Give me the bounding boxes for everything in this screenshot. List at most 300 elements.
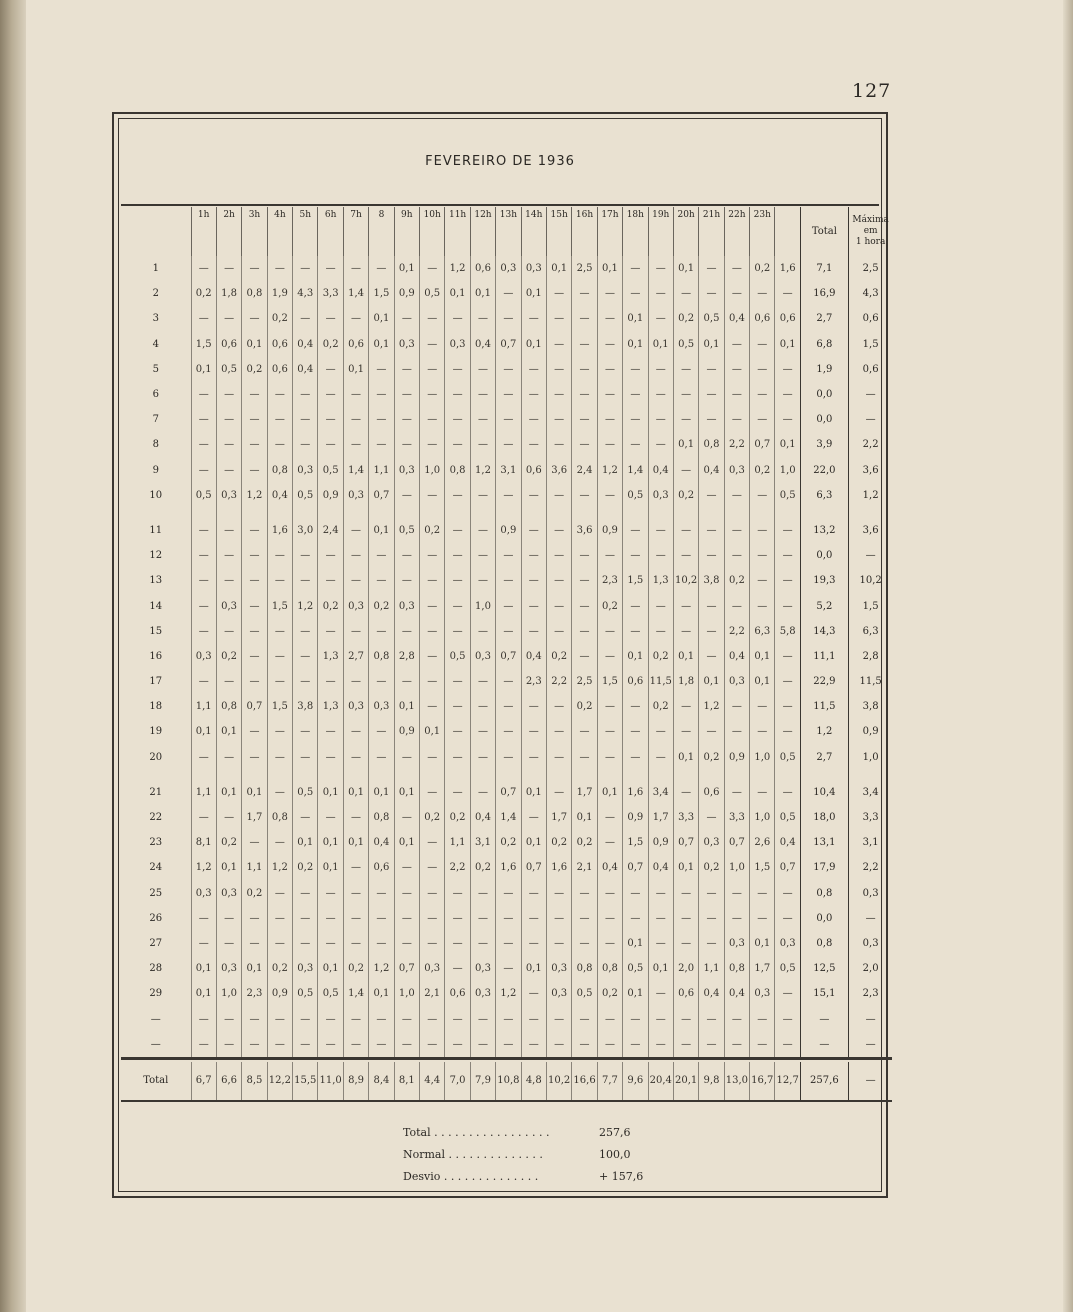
hour-value: — xyxy=(470,543,495,568)
hour-value: — xyxy=(546,332,571,357)
hour-value: — xyxy=(724,719,749,744)
hour-value: 0,5 xyxy=(572,981,597,1006)
hour-value: — xyxy=(445,518,470,543)
hour-value: 0,4 xyxy=(648,855,673,880)
hour-value: — xyxy=(572,357,597,382)
hour-value: — xyxy=(343,543,368,568)
table-row xyxy=(121,407,892,432)
hour-value: 0,6 xyxy=(750,306,775,331)
hour-value: 0,5 xyxy=(216,357,241,382)
table-row xyxy=(121,805,892,830)
hour-value: — xyxy=(369,357,394,382)
hour-value: — xyxy=(267,382,292,407)
day-label: 6 xyxy=(152,389,159,401)
hour-value: — xyxy=(496,881,521,906)
spacer-cell xyxy=(724,508,749,518)
hour-value: — xyxy=(572,281,597,306)
hour-total: 8,5 xyxy=(242,1062,267,1101)
hour-total: 10,2 xyxy=(546,1062,571,1101)
spacer-cell xyxy=(267,770,292,780)
hour-value: — xyxy=(775,644,800,669)
spacer-cell xyxy=(623,508,648,518)
hour-value: 0,8 xyxy=(267,805,292,830)
hour-total: 8,1 xyxy=(394,1062,419,1101)
hour-value: 0,5 xyxy=(318,458,343,483)
hour-value: — xyxy=(521,981,546,1006)
hour-value: — xyxy=(420,593,445,618)
hour-value: — xyxy=(343,407,368,432)
hour-value: — xyxy=(394,619,419,644)
hour-value: — xyxy=(216,432,241,457)
hour-value: — xyxy=(216,306,241,331)
hour-value: 0,5 xyxy=(775,956,800,981)
hour-value: — xyxy=(242,568,267,593)
hour-value: — xyxy=(750,332,775,357)
hour-value: — xyxy=(369,745,394,770)
hour-value: — xyxy=(242,1006,267,1031)
hour-value: 0,1 xyxy=(343,780,368,805)
hour-value: — xyxy=(343,881,368,906)
hour-value: — xyxy=(343,432,368,457)
hour-value: — xyxy=(318,407,343,432)
hour-value: — xyxy=(546,432,571,457)
hour-value: — xyxy=(597,719,622,744)
hour-value: 0,4 xyxy=(293,332,318,357)
hour-value: 0,1 xyxy=(623,931,648,956)
hour-value: — xyxy=(420,256,445,281)
summary-label: Total . . . . . . . . . . . . . . . . . xyxy=(403,1126,550,1139)
hour-value: 0,3 xyxy=(191,644,216,669)
hour-value: — xyxy=(191,518,216,543)
hour-value: — xyxy=(191,906,216,931)
hour-value: — xyxy=(318,931,343,956)
hour-value: — xyxy=(420,407,445,432)
hour-value: — xyxy=(775,407,800,432)
table-row xyxy=(121,458,892,483)
hour-value: 1,1 xyxy=(369,458,394,483)
hour-value: 0,9 xyxy=(724,745,749,770)
hour-value: 0,2 xyxy=(267,306,292,331)
table-row xyxy=(121,1032,892,1059)
hour-value: 0,7 xyxy=(521,855,546,880)
hour-value: — xyxy=(623,1032,648,1059)
hour-value: — xyxy=(572,407,597,432)
hour-value: — xyxy=(420,855,445,880)
table-row xyxy=(121,780,892,805)
hour-value: — xyxy=(648,1006,673,1031)
totals-row xyxy=(121,1062,892,1101)
hour-value: — xyxy=(445,745,470,770)
hour-value: — xyxy=(572,432,597,457)
hour-value: 0,1 xyxy=(673,644,698,669)
hour-value: 0,1 xyxy=(369,306,394,331)
hour-value: 1,6 xyxy=(496,855,521,880)
hour-value: 0,7 xyxy=(724,830,749,855)
hour-value: 0,2 xyxy=(546,830,571,855)
hour-value: — xyxy=(293,1032,318,1059)
hour-value: — xyxy=(648,407,673,432)
daily-max: 3,6 xyxy=(848,458,892,483)
hour-value: — xyxy=(724,483,749,508)
table-row xyxy=(121,382,892,407)
hour-value: 0,3 xyxy=(496,256,521,281)
hour-value: — xyxy=(242,382,267,407)
hour-value: — xyxy=(699,1032,724,1059)
hour-value: — xyxy=(623,382,648,407)
hour-value: — xyxy=(521,906,546,931)
hour-value: — xyxy=(775,906,800,931)
hour-value: — xyxy=(572,745,597,770)
spacer-cell xyxy=(293,508,318,518)
hour-value: 0,3 xyxy=(394,593,419,618)
hour-value: — xyxy=(724,694,749,719)
hour-value: — xyxy=(648,593,673,618)
hour-value: — xyxy=(216,568,241,593)
daily-max: — xyxy=(848,382,892,407)
daily-total: 13,1 xyxy=(800,830,848,855)
hour-value: — xyxy=(623,745,648,770)
hour-value: 0,1 xyxy=(470,281,495,306)
hour-value: 0,2 xyxy=(242,357,267,382)
header-hour-1: 1h xyxy=(191,207,216,256)
hour-value: — xyxy=(191,407,216,432)
daily-max: 4,3 xyxy=(848,281,892,306)
hour-value: — xyxy=(267,669,292,694)
hour-value: 0,1 xyxy=(572,805,597,830)
hour-value: 0,1 xyxy=(191,981,216,1006)
hour-value: 0,3 xyxy=(216,881,241,906)
spacer-cell xyxy=(699,770,724,780)
hour-value: — xyxy=(699,483,724,508)
hour-value: — xyxy=(267,931,292,956)
hour-value: 0,6 xyxy=(699,780,724,805)
hour-value: — xyxy=(572,881,597,906)
hour-value: 0,2 xyxy=(191,281,216,306)
spacer-cell xyxy=(191,770,216,780)
hour-value: — xyxy=(597,881,622,906)
hour-value: 1,5 xyxy=(623,568,648,593)
hour-value: — xyxy=(267,256,292,281)
hour-value: 0,5 xyxy=(394,518,419,543)
hour-value: — xyxy=(343,906,368,931)
hour-value: 0,3 xyxy=(699,830,724,855)
hour-value: — xyxy=(369,382,394,407)
hour-value: 0,8 xyxy=(572,956,597,981)
hour-value: — xyxy=(724,593,749,618)
hour-value: 0,5 xyxy=(673,332,698,357)
hour-value: — xyxy=(343,256,368,281)
hour-value: 0,2 xyxy=(470,855,495,880)
hour-value: 3,8 xyxy=(699,568,724,593)
spacer-cell xyxy=(750,508,775,518)
day-label: 23 xyxy=(149,837,163,849)
hour-value: 0,3 xyxy=(293,956,318,981)
hour-value: — xyxy=(673,619,698,644)
hour-value: — xyxy=(648,432,673,457)
hour-value: — xyxy=(318,881,343,906)
day-label: 26 xyxy=(149,912,163,924)
hour-value: — xyxy=(191,1032,216,1059)
hour-value: — xyxy=(318,1006,343,1031)
hour-value: — xyxy=(293,1006,318,1031)
day-label: 28 xyxy=(149,963,163,975)
daily-max: 0,3 xyxy=(848,931,892,956)
day-label: 8 xyxy=(152,439,159,451)
hour-value: 6,3 xyxy=(750,619,775,644)
hour-value: 0,1 xyxy=(445,281,470,306)
hour-value: 0,1 xyxy=(343,830,368,855)
hour-value: — xyxy=(673,780,698,805)
daily-max: 11,5 xyxy=(848,669,892,694)
hour-value: — xyxy=(775,593,800,618)
hour-value: — xyxy=(648,906,673,931)
hour-value: 0,7 xyxy=(623,855,648,880)
daily-total: 22,9 xyxy=(800,669,848,694)
day-label: 9 xyxy=(152,464,159,476)
hour-value: — xyxy=(343,805,368,830)
hour-value: — xyxy=(699,357,724,382)
daily-total: 0,0 xyxy=(800,407,848,432)
header-hour-22: 22h xyxy=(724,207,749,256)
hour-value: — xyxy=(724,357,749,382)
hour-value: — xyxy=(369,407,394,432)
table-row xyxy=(121,719,892,744)
table-frame-inner xyxy=(118,118,889,1192)
hour-total: 8,9 xyxy=(343,1062,368,1101)
daily-max: 0,6 xyxy=(848,357,892,382)
hour-value: — xyxy=(470,931,495,956)
hour-value: — xyxy=(623,694,648,719)
day-label: 7 xyxy=(152,414,159,426)
hour-value: — xyxy=(623,906,648,931)
hour-value: — xyxy=(293,805,318,830)
daily-total: 0,8 xyxy=(800,881,848,906)
hour-value: — xyxy=(546,780,571,805)
daily-total: 22,0 xyxy=(800,458,848,483)
page-binding-edge xyxy=(0,0,26,1312)
spacer-cell xyxy=(597,508,622,518)
hour-total: 20,1 xyxy=(673,1062,698,1101)
hour-value: 5,8 xyxy=(775,619,800,644)
hour-value: 1,2 xyxy=(242,483,267,508)
table-row xyxy=(121,543,892,568)
spacer-cell xyxy=(623,770,648,780)
hour-value: — xyxy=(267,1032,292,1059)
hour-value: — xyxy=(724,518,749,543)
hour-value: 0,6 xyxy=(369,855,394,880)
hour-value: — xyxy=(318,306,343,331)
hour-value: 0,1 xyxy=(623,332,648,357)
hour-value: 0,6 xyxy=(470,256,495,281)
hour-value: 0,9 xyxy=(623,805,648,830)
daily-max: — xyxy=(848,1032,892,1059)
hour-value: — xyxy=(750,694,775,719)
hour-value: — xyxy=(420,357,445,382)
hour-value: — xyxy=(597,332,622,357)
hour-total: 15,5 xyxy=(293,1062,318,1101)
hour-value: 0,6 xyxy=(267,357,292,382)
hour-value: — xyxy=(318,357,343,382)
hour-value: 3,6 xyxy=(546,458,571,483)
hour-value: — xyxy=(724,543,749,568)
daily-total: 11,1 xyxy=(800,644,848,669)
hour-value: 0,1 xyxy=(750,931,775,956)
hour-value: — xyxy=(521,1032,546,1059)
table-row xyxy=(121,332,892,357)
day-label: 10 xyxy=(149,489,163,501)
hour-value: 3,3 xyxy=(318,281,343,306)
spacer-cell xyxy=(242,770,267,780)
hour-value: — xyxy=(648,543,673,568)
hour-value: — xyxy=(293,432,318,457)
row-spacer xyxy=(121,770,892,780)
hour-value: — xyxy=(216,745,241,770)
hour-value: 1,4 xyxy=(343,281,368,306)
hour-value: 1,0 xyxy=(420,458,445,483)
hour-value: 1,2 xyxy=(191,855,216,880)
hour-value: — xyxy=(318,669,343,694)
row-spacer xyxy=(121,508,892,518)
hour-value: 0,7 xyxy=(496,780,521,805)
hour-value: — xyxy=(293,382,318,407)
hour-value: 0,9 xyxy=(597,518,622,543)
hour-value: — xyxy=(496,931,521,956)
hour-value: — xyxy=(191,1006,216,1031)
hour-value: 0,6 xyxy=(445,981,470,1006)
hour-value: — xyxy=(546,518,571,543)
hour-value: — xyxy=(394,745,419,770)
hour-value: — xyxy=(191,458,216,483)
table-row xyxy=(121,593,892,618)
hour-value: — xyxy=(648,981,673,1006)
hour-value: 0,2 xyxy=(445,805,470,830)
hour-value: 0,5 xyxy=(445,644,470,669)
hour-value: 2,2 xyxy=(546,669,571,694)
daily-total: 17,9 xyxy=(800,855,848,880)
hour-value: — xyxy=(673,694,698,719)
hour-value: 0,6 xyxy=(216,332,241,357)
hour-value: — xyxy=(597,281,622,306)
hour-value: — xyxy=(470,432,495,457)
hour-value: — xyxy=(775,1032,800,1059)
hour-value: — xyxy=(673,906,698,931)
hour-value: — xyxy=(775,543,800,568)
spacer-cell xyxy=(648,770,673,780)
hour-value: — xyxy=(597,407,622,432)
hour-value: — xyxy=(445,593,470,618)
hour-value: 0,1 xyxy=(623,306,648,331)
hour-value: 0,8 xyxy=(369,644,394,669)
hour-value: — xyxy=(597,1032,622,1059)
day-label: 4 xyxy=(152,338,159,350)
spacer-cell xyxy=(420,770,445,780)
hour-value: — xyxy=(394,855,419,880)
hour-value: — xyxy=(470,780,495,805)
hour-value: — xyxy=(648,719,673,744)
hour-value: — xyxy=(699,644,724,669)
hour-total: 7,9 xyxy=(470,1062,495,1101)
hour-value: — xyxy=(673,1032,698,1059)
header-hour-2: 2h xyxy=(216,207,241,256)
hour-value: — xyxy=(750,483,775,508)
spacer-cell xyxy=(191,508,216,518)
hour-value: — xyxy=(293,306,318,331)
hour-value: — xyxy=(673,881,698,906)
hour-value: 1,6 xyxy=(623,780,648,805)
hour-value: — xyxy=(216,669,241,694)
hour-value: 1,6 xyxy=(546,855,571,880)
hour-value: — xyxy=(369,568,394,593)
spacer-cell xyxy=(394,508,419,518)
hour-value: 0,4 xyxy=(597,855,622,880)
hour-value: — xyxy=(293,256,318,281)
hour-value: — xyxy=(546,483,571,508)
hour-value: 1,4 xyxy=(623,458,648,483)
spacer-cell xyxy=(572,770,597,780)
hour-value: — xyxy=(496,281,521,306)
hour-value: 0,2 xyxy=(572,830,597,855)
hour-value: 0,1 xyxy=(216,719,241,744)
hour-value: 0,2 xyxy=(597,981,622,1006)
hour-value: — xyxy=(496,956,521,981)
hour-value: 1,5 xyxy=(267,694,292,719)
hour-value: — xyxy=(572,332,597,357)
hour-value: — xyxy=(750,1032,775,1059)
header-max-per-hour: Máxima em 1 hora xyxy=(848,207,892,256)
hour-value: — xyxy=(572,568,597,593)
hour-value: — xyxy=(343,568,368,593)
hour-value: 0,2 xyxy=(369,593,394,618)
hour-value: 0,1 xyxy=(318,830,343,855)
daily-max: — xyxy=(848,906,892,931)
hour-value: 2,4 xyxy=(318,518,343,543)
hour-value: — xyxy=(648,281,673,306)
hour-value: — xyxy=(648,518,673,543)
hour-value: — xyxy=(572,906,597,931)
hour-value: 0,2 xyxy=(216,644,241,669)
hour-value: — xyxy=(394,407,419,432)
hour-total: 4,4 xyxy=(420,1062,445,1101)
hour-value: 0,1 xyxy=(546,256,571,281)
hour-value: — xyxy=(546,407,571,432)
day-label: 29 xyxy=(149,988,163,1000)
hour-value: — xyxy=(699,1006,724,1031)
hour-value: 0,1 xyxy=(623,981,648,1006)
hour-value: — xyxy=(572,644,597,669)
hour-value: — xyxy=(775,981,800,1006)
hour-value: 1,5 xyxy=(369,281,394,306)
header-hour-5: 5h xyxy=(293,207,318,256)
hour-value: 2,6 xyxy=(750,830,775,855)
day-label: 15 xyxy=(149,625,163,637)
hour-value: — xyxy=(546,543,571,568)
hour-value: — xyxy=(318,382,343,407)
table-row xyxy=(121,357,892,382)
header-hour-15: 15h xyxy=(546,207,571,256)
hour-value: — xyxy=(496,669,521,694)
hour-value: — xyxy=(699,407,724,432)
daily-total: 11,5 xyxy=(800,694,848,719)
hour-value: — xyxy=(394,382,419,407)
hour-value: 0,1 xyxy=(394,780,419,805)
hour-value: — xyxy=(750,780,775,805)
hour-value: — xyxy=(546,568,571,593)
hour-value: — xyxy=(750,593,775,618)
hour-value: — xyxy=(623,1006,648,1031)
hour-value: — xyxy=(242,745,267,770)
hour-value: — xyxy=(673,458,698,483)
hour-value: — xyxy=(775,881,800,906)
